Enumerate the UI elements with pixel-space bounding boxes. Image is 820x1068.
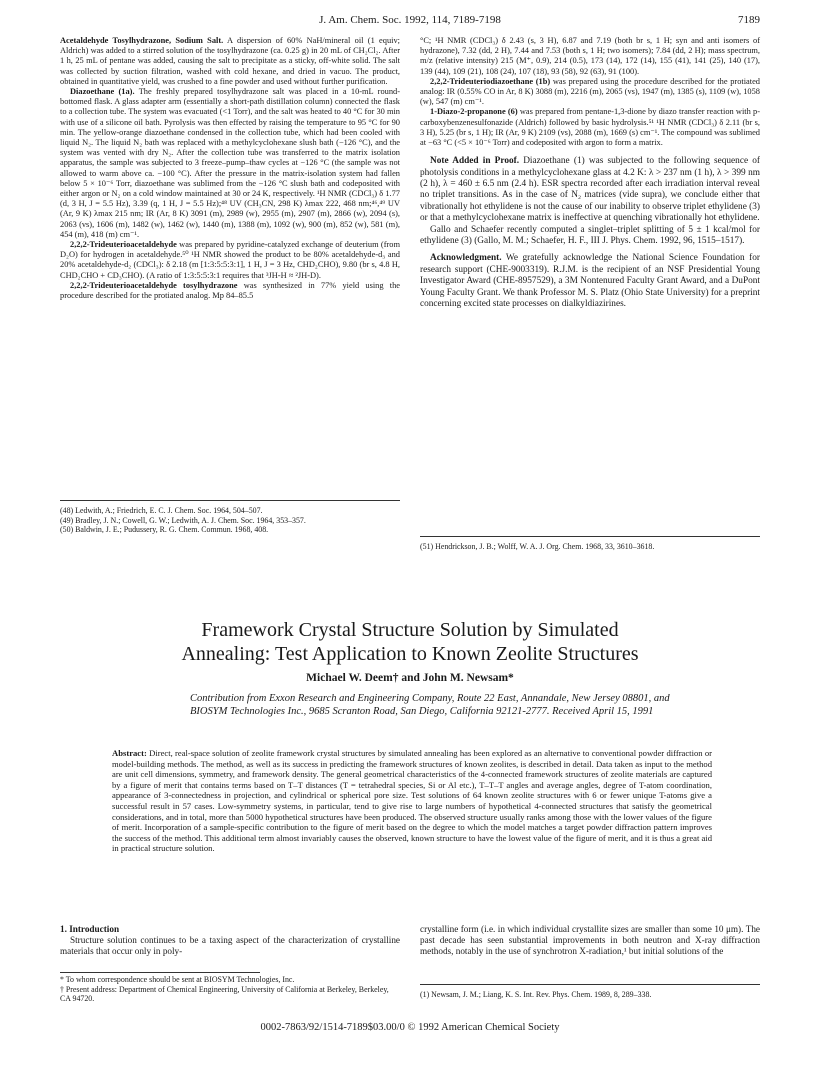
reference-item: (1) Newsam, J. M.; Liang, K. S. Int. Rev. Phys. Chem. 1989, 8, 289–338.: [420, 990, 652, 999]
paragraph-text: was synthesized in 77% yield using the procedure described for the protiated analog. Mp 84–85.5: [60, 280, 400, 301]
paragraph-text: was prepared from pentane-1,3-dione by diazo transfer reaction with p-carboxybenzenesulfonazide (Aldrich) followed by basic hydrolysis.⁵¹ ¹H NMR (CDCl₃) δ 2.11 (br s, 3 H), 5.25 (br s, 1 H); IR (Ar, 9 K) 2109 (vs), 2088 (m), 1669 (s) cm⁻¹. The compound was sublimed at −63 °C (<5 × 10⁻⁶ Torr) and codeposited with argon to form a matrix.: [420, 107, 761, 148]
paragraph-lead: Acetaldehyde Tosylhydrazone, Sodium Salt.: [60, 36, 224, 45]
paragraph-lead: Note Added in Proof.: [430, 156, 520, 167]
reference-item: (49) Bradley, J. N.; Cowell, G. W.; Ledwith, A. J. Chem. Soc. 1964, 353–357.: [60, 515, 306, 525]
footnote-item: † Present address: Department of Chemical Engineering, University of California at Berkeley, Berkeley, CA 94720.: [60, 984, 389, 1004]
paragraph-text: Structure solution continues to be a taxing aspect of the characterization of crystalline materials that occur only in poly-: [60, 935, 400, 957]
abstract: [112, 748, 712, 854]
journal-citation: J. Am. Chem. Soc. 1992, 114, 7189-7198: [319, 14, 501, 26]
title-line: Framework Crystal Structure Solution by Simulated: [201, 619, 619, 641]
paragraph-lead: 1-Diazo-2-propanone (6): [430, 107, 518, 117]
title-line: Annealing: Test Application to Known Zeolite Structures: [181, 643, 639, 665]
footnote-divider: [60, 972, 260, 973]
page-number: 7189: [738, 14, 760, 26]
paragraph-lead: 2,2,2-Trideuterioacetaldehyde: [70, 240, 177, 250]
reference-divider: [60, 500, 400, 501]
paragraph: [420, 36, 760, 77]
reference-divider: [420, 984, 760, 985]
authors: Michael W. Deem† and John M. Newsam*: [306, 672, 514, 684]
paragraph: [420, 225, 760, 248]
paragraph: [60, 281, 400, 301]
paragraph: [420, 107, 760, 148]
note-in-proof: [420, 156, 760, 310]
paragraph: [420, 156, 760, 224]
footnote-item: * To whom correspondence should be sent at BIOSYM Technologies, Inc.: [60, 975, 295, 984]
abstract-label: Abstract:: [112, 748, 147, 758]
paragraph-text: We gratefully acknowledge the National Science Foundation for research support (CHE-9003319). R.J.M. is the recipient of an NSF Presidential Young Investigator Award (CHE-8957529), a 3M Nontenured Faculty Grant Award, and a DuPont Young Faculty Grant. We thank Professor M. S. Platz (Ohio State University) for a preprint concerning excited state processes on dialkyldiazirines.: [420, 253, 760, 310]
right-column: [420, 36, 760, 311]
paragraph-lead: Diazoethane (1a).: [70, 87, 135, 97]
page-footer: 0002-7863/92/1514-7189$03.00/0 © 1992 American Chemical Society: [260, 1022, 560, 1033]
paragraph-text: was prepared by pyridine-catalyzed exchange of deuterium (from D₂O) for hydrogen in acetaldehyde.⁵⁰ ¹H NMR showed the product to be 80% acetaldehyde-d₃ and 20% acetaldehyde-d₂ (CDCl₃): δ 2.18 (m [1:3:5:5:3:1], 1 H, J = 3 Hz, CHD₂CHO), 9.80 (br s, 4.8 H, CHD₂CHO + CD₃CHO). (A ratio of 1:3:5:5:3:1 requires that ³JH-H ≈ ²JH-D).: [60, 240, 400, 280]
section-heading: 1. Introduction: [60, 924, 120, 934]
paragraph: [60, 36, 400, 87]
paragraph-text: crystalline form (i.e. in which individual crystallite sizes are smaller than some 10 μm). The past decade has seen substantial improvements in both neutron and X-ray diffraction methods, notably in the use of synchrotron X-radiation,¹ but initial solutions of the: [420, 924, 760, 957]
acknowledgment: [420, 253, 760, 310]
article-title: [140, 618, 680, 666]
paragraph: [420, 77, 760, 108]
reference-divider: [420, 536, 760, 537]
paragraph-text: Gallo and Schaefer recently computed a singlet–triplet splitting of 5 ± 1 kcal/mol for ethylidene (3) (Gallo, M. M.; Schaefer, H. F., III J. Phys. Chem. 1992, 96, 1515–1517).: [420, 224, 760, 247]
reference-item: (50) Baldwin, J. E.; Pudussery, R. G. Chem. Commun. 1968, 408.: [60, 525, 269, 535]
introduction-left: [60, 924, 400, 958]
introduction-references: [420, 990, 760, 1000]
left-column: [60, 36, 400, 301]
paragraph-text: was prepared using the procedure described for the protiated analog: IR (0.55% CO in Ar, 8 K) 3088 (m), 2216 (m), 2065 (vs), 1947 (m), 1385 (s), 1109 (w), 1058 (w), 547 (m) cm⁻¹.: [420, 76, 760, 107]
paragraph-text: Diazoethane (1) was subjected to the following sequence of photolysis conditions in a methylcyclohexane glass at 4.2 K: λ > 237 nm (1 h), λ > 399 nm (2 h), λ = 460 ± 6.5 nm (2.4 h). ESR spectra recorded after each irradiation interval reveal no triplet transitions. As in the case of N₂ matrices (vide supra), we conclude either that vibrationally hot ethylidene is not the cause of our inability to observe triplet ethylidene (3) or that a methylcyclohexane matrix is ineffective at quenching vibrationally hot ethylidene.: [420, 156, 760, 224]
paragraph: [60, 87, 400, 240]
paragraph-text: A dispersion of 60% NaH/mineral oil (1 equiv; Aldrich) was added to a stirred solution of the tosylhydrazone (ca. 0.25 g) in 20 mL of CH₂Cl₂. After 1 h, 25 mL of pentane was added, causing the salt to precipitate as a sticky, off-white solid. The salt was collected by suction filtration, washed with cold hexane, and dried in vacuo. The product, obtained in quantitative yield, was crushed to a fine powder and used without further purification.: [60, 36, 400, 86]
reference-item: (48) Ledwith, A.; Friedrich, E. C. J. Chem. Soc. 1964, 504–507.: [60, 506, 263, 515]
paragraph-lead: 2,2,2-Trideuteriodiazoethane (1b): [430, 76, 551, 86]
reference-item: (51) Hendrickson, J. B.; Wolff, W. A. J. Org. Chem. 1968, 33, 3610–3618.: [420, 542, 655, 551]
paragraph-lead: Acknowledgment.: [430, 253, 502, 264]
introduction-right: [420, 924, 760, 958]
running-header: [60, 14, 760, 30]
right-references: [420, 542, 760, 552]
paragraph-lead: 2,2,2-Trideuterioacetaldehyde tosylhydrazone: [70, 280, 238, 290]
abstract-text: Direct, real-space solution of zeolite framework crystal structures by simulated annealing has been explored as an alternative to conventional powder diffraction or model-building methods. The method, as well as its success in predicting the framework structures of known zeolites, is described in detail. Data taken as input to the method are unit cell dimensions, symmetry, and framework density. The general geometrical characteristics of the 4-connected framework structures of zeolite materials are captured by a figure of merit that contains terms based on T–T distances (T = tetrahedral species, Si or Al etc.), T–T–T angles and average angles, degree of T-atom coordination, appearance of 3-connectedness in projection, and cylindrical or spherical pore size. Test solutions of 64 known zeolite structures with 6 or fewer unique T-atoms give a successful result in 57 cases. Low-symmetry systems, in particular, tend to give rise to large numbers of hypothetical 4-connected structures that satisfy the geometrical considerations, and in total, more than 5000 hypothetical structures have been produced. The observed structure usually ranks among those with the lower values of the figure of merit. Incorporation of a sample-specific contribution to the figure of merit based on the degree to which the model matches a target powder diffraction pattern improves the success of the method. This additional term almost invariably causes the observed, known structure to have the lowest value of the figure of merit, and it is thus a great aid in practical structure solution.: [112, 748, 712, 854]
footnotes: [60, 975, 400, 1004]
paragraph-text: The freshly prepared tosylhydrazone salt was placed in a 10-mL round-bottomed flask. A glass adapter arm (essentially a short-path distillation column) connected the flask to a collection tube. The system was evacuated (<1 Torr), and the salt was heated to 40 °C for 30 min with use of a silicone oil bath. Pyrolysis was then effected by raising the temperature to 95 °C for 90 min. The yellow-orange diazoethane condensed in the collection tube, which had been cooled with liquid N₂. The liquid N₂ bath was replaced with a methylcyclohexane slush bath (−126 °C), and the system was vented with dry N₂. After the collection tube was transferred to the matrix isolation apparatus, the sample was subjected to 3 freeze–pump–thaw cycles at −126 °C (the sample was not allowed to warm above ca. −100 °C). After the pressure in the matrix-isolation system had fallen below 5 × 10⁻⁶ Torr, diazoethane was sublimed from the −126 °C slush bath and codeposited with either argon or N₂ on a cold window maintained at 30 or 24 K, respectively. ¹H NMR (CDCl₃) δ 1.77 (d, 3 H, J = 5.5 Hz), 3.39 (q, 1 H, J = 5.5 Hz);⁴⁸ UV (CH₃CN, 298 K) λmax 222, 468 nm;⁴⁶,⁴⁹ UV (Ar, 9 K) λmax 215 nm; IR (Ar, 8 K) 3091 (m), 2989 (w), 2955 (m), 2907 (m), 2866 (w), 2094 (s), 2063 (vs), 1606 (m), 1482 (w), 1462 (w), 1440 (m), 1388 (m), 1092 (w), 900 (m), 852 (w), 581 (m), 454 (m), 418 (m) cm⁻¹.: [60, 87, 400, 239]
paragraph: [60, 240, 400, 281]
left-references: [60, 506, 400, 535]
affiliation: Contribution from Exxon Research and Engineering Company, Route 22 East, Annandale, New Jersey 08801, and BIOSYM Technologies Inc., 9685 Scranton Road, San Diego, California 92121-2777. Received April 15, 1991: [190, 693, 670, 717]
paragraph-text: °C; ¹H NMR (CDCl₃) δ 2.43 (s, 3 H), 6.87 and 7.19 (both br s, 1 H; syn and anti isomers of hydrazone), 7.32 (dd, 2 H), 7.44 and 7.53 (both s, 1 H; two isomers); 7.84 (dd, 2 H); mass spectrum, m/z (relative intensity) 215 (M⁺, 0.9), 214 (0.5), 173 (14), 172 (14), 155 (41), 141 (25), 140 (17), 139 (44), 109 (21), 108 (24), 107 (18), 93 (58), 92 (63), 91 (100).: [420, 36, 760, 76]
